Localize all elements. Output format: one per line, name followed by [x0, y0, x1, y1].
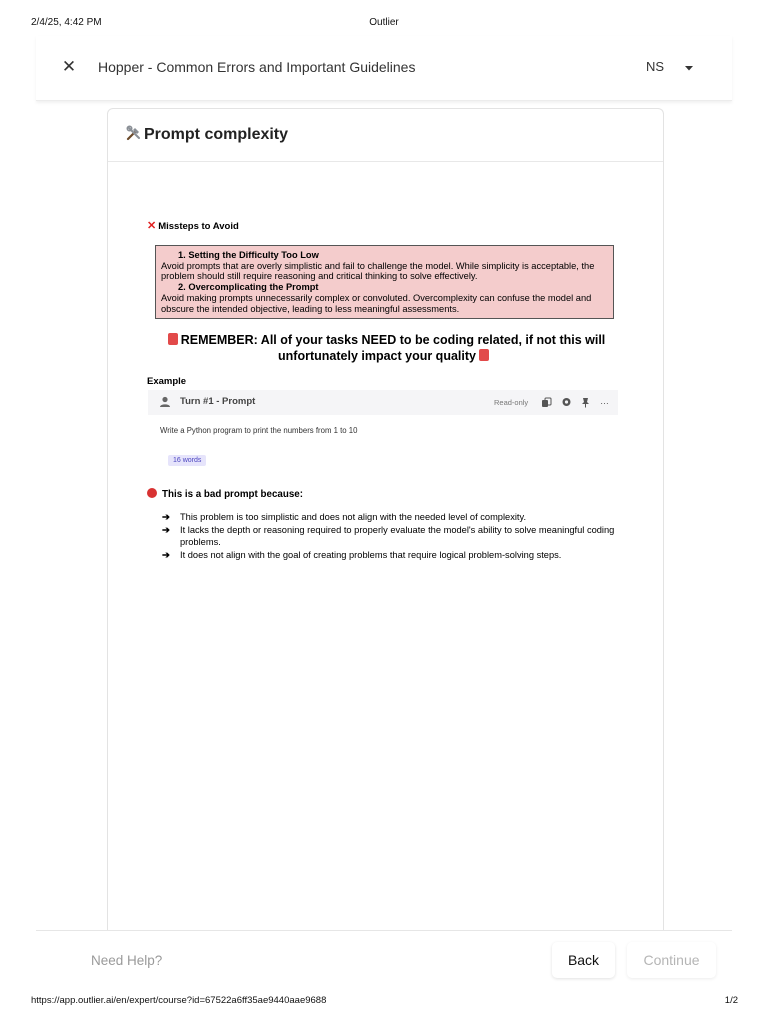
missteps-box — [155, 245, 614, 319]
arrow-icon: ➔ — [162, 512, 170, 522]
list-item — [162, 511, 624, 524]
print-datetime: 2/4/25, 4:42 PM — [31, 17, 102, 28]
reason-text: It does not align with the goal of creating problems that require logical problem-solving steps. — [180, 549, 562, 560]
top-bar — [36, 36, 732, 101]
remember-line-2: unfortunately impact your quality — [278, 349, 476, 363]
prompt-text: Write a Python program to print the numbers from 1 to 10 — [160, 426, 358, 435]
alarm-icon — [168, 333, 178, 345]
arrow-icon: ➔ — [162, 524, 170, 535]
misstep-text: Avoid making prompts unnecessarily complex or convoluted. Overcomplexity can confuse the model and obscure the intended objective, leading to less meaningful assessments. — [161, 292, 592, 314]
alarm-icon — [479, 349, 489, 361]
course-title: Hopper - Common Errors and Important Guidelines — [98, 59, 416, 75]
card-title-text: Prompt complexity — [144, 126, 289, 143]
print-title: Outlier — [369, 17, 399, 28]
list-item — [162, 549, 624, 562]
pin-icon — [580, 397, 591, 408]
red-circle-icon — [147, 488, 157, 498]
remember-line-1: REMEMBER: All of your tasks NEED to be coding related, if not this will — [180, 333, 606, 347]
reason-text: It lacks the depth or reasoning required to properly evaluate the model's ability to solve meaningful coding problems. — [180, 524, 615, 548]
card-header — [108, 109, 663, 162]
arrow-icon: ➔ — [162, 549, 170, 560]
copy-icon — [541, 397, 552, 408]
bad-prompt-heading — [147, 488, 303, 500]
comment-icon — [561, 397, 572, 408]
remember-notice — [144, 332, 626, 364]
print-page-number: 1/2 — [724, 995, 738, 1006]
cross-mark-icon: ✕ — [147, 220, 157, 232]
user-icon — [158, 395, 172, 409]
list-item — [162, 524, 624, 549]
misstep-text: Avoid prompts that are overly simplistic and fail to challenge the model. While simplicity is acceptable, the problem should still require reasoning and critical thinking to solve effectively. — [161, 260, 595, 282]
example-label: Example — [147, 376, 187, 387]
missteps-heading-text: Missteps to Avoid — [158, 221, 239, 232]
close-icon[interactable]: ✕ — [61, 57, 77, 76]
user-initials[interactable]: NS — [646, 59, 665, 74]
bottom-bar — [36, 930, 732, 989]
misstep-title: 2. Overcomplicating the Prompt — [178, 282, 319, 293]
print-url: https://app.outlier.ai/en/expert/course?id=67522a6ff35ae9440aae9688 — [31, 995, 327, 1006]
bad-prompt-heading-text: This is a bad prompt because: — [162, 489, 303, 500]
word-count-badge: 16 words — [168, 455, 206, 466]
turn-title: Turn #1 - Prompt — [180, 396, 256, 407]
tools-icon — [126, 125, 142, 141]
back-button[interactable]: Back — [552, 942, 615, 978]
continue-button[interactable]: Continue — [627, 942, 716, 978]
need-help-link[interactable]: Need Help? — [91, 953, 163, 968]
guideline-image — [144, 210, 626, 570]
caret-down-icon[interactable] — [682, 61, 696, 75]
more-options-icon: … — [600, 396, 609, 406]
card-title — [126, 125, 288, 144]
reasons-list — [162, 511, 624, 561]
read-only-label: Read-only — [494, 398, 529, 407]
missteps-heading — [147, 219, 239, 232]
misstep-title: 1. Setting the Difficulty Too Low — [178, 250, 319, 260]
reason-text: This problem is too simplistic and does not align with the needed level of complexity. — [180, 512, 527, 522]
turn-header — [148, 390, 618, 415]
